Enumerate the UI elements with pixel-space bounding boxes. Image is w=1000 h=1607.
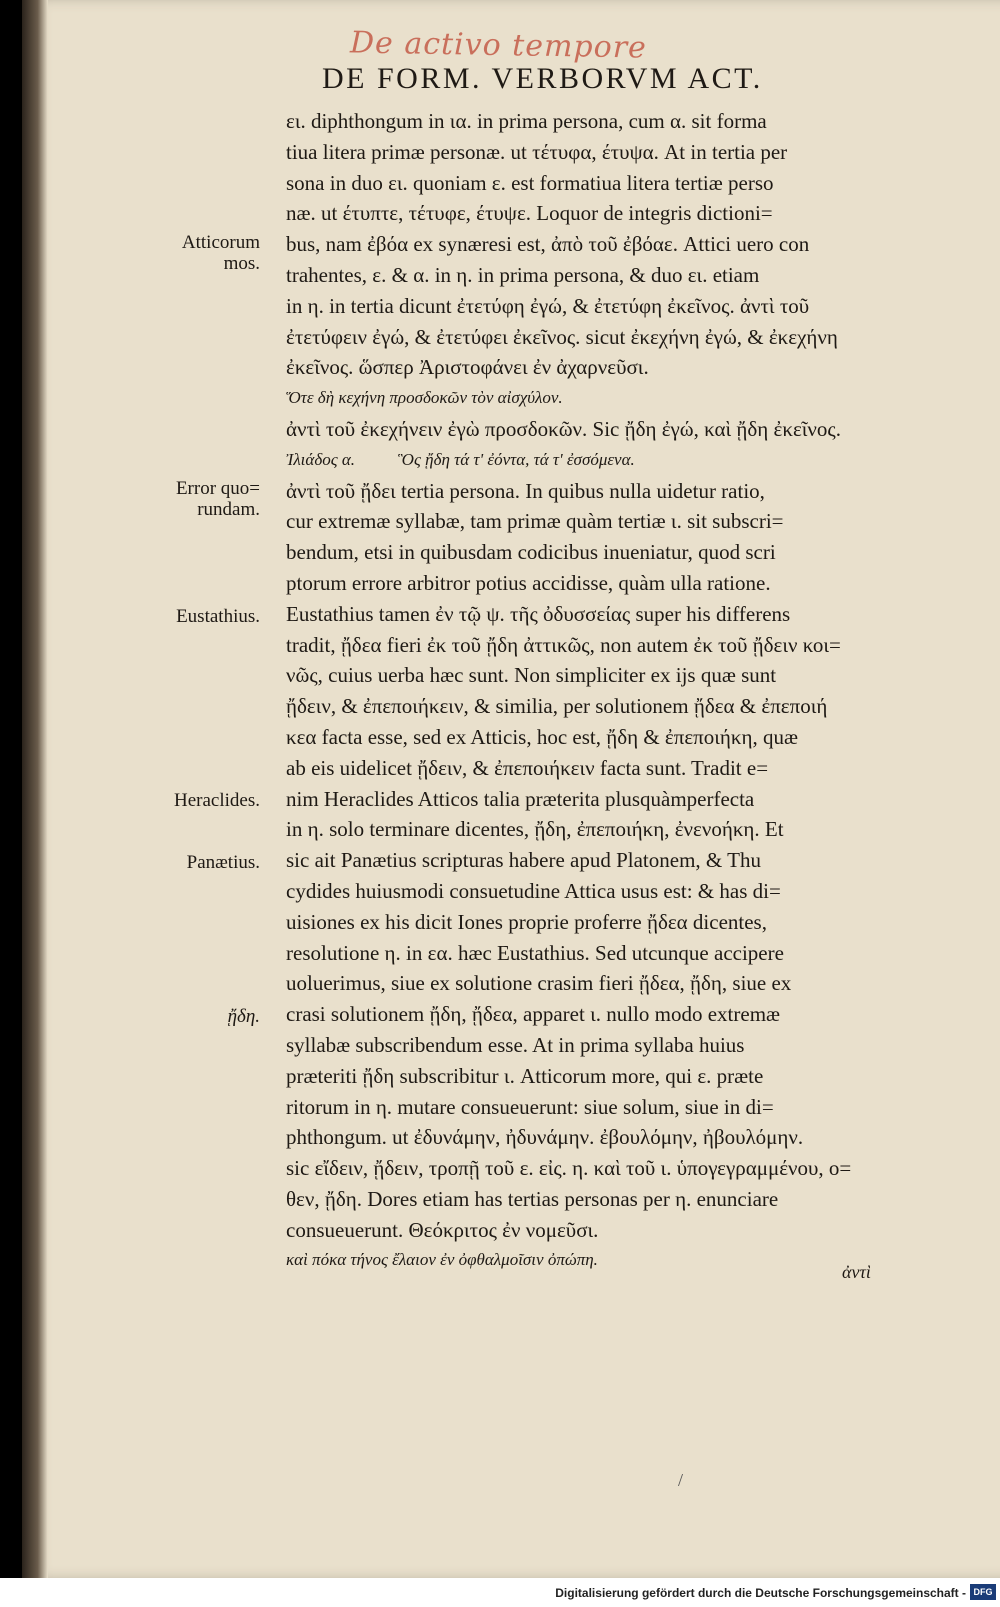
text-line: ab eis uidelicet ᾔδειν, & ἐπεποιήκειν facta sunt. Tradit e= bbox=[286, 755, 769, 780]
text-line: ἀντὶ τοῦ ἐκεχήνειν ἐγὼ προσδοκῶν. Sic ᾔδη ἐγώ, καὶ ᾔδη ἐκεῖνος. bbox=[286, 416, 841, 441]
text-line: cydides huiusmodi consuetudine Attica usus est: & has di= bbox=[286, 878, 781, 903]
text-line: ἀντὶ τοῦ ᾔδει tertia persona. In quibus nulla uidetur ratio, bbox=[286, 478, 765, 503]
text-line: sic ait Panætius scripturas habere apud Platonem, & Thu bbox=[286, 848, 761, 873]
page-gutter bbox=[22, 0, 48, 1578]
text-line: tiua litera primæ personæ. ut τέτυφα, έτυψα. At in tertia per bbox=[286, 139, 788, 164]
text-line-quotation: Ἰλιάδος α. Ὃς ᾔδη τά τ' ἐόντα, τά τ' ἐσσόμενα. bbox=[286, 449, 635, 469]
text-line: nim Heraclides Atticos talia præterita plusquàmperfecta bbox=[286, 786, 755, 811]
text-line: sona in duo ει. quoniam ε. est formatiua litera tertiæ perso bbox=[286, 170, 774, 195]
text-line: syllabæ subscribendum esse. At in prima syllaba huius bbox=[286, 1032, 745, 1057]
text-line: consueuerunt. Θεόκριτος ἐν νομεῦσι. bbox=[286, 1217, 599, 1242]
text-line: crasi solutionem ᾔδη, ᾔδεα, apparet ι. nullo modo extremæ bbox=[286, 1002, 781, 1027]
catchword: ἀντὶ bbox=[842, 1262, 871, 1282]
text-line: ᾔδειν, & ἐπεποιήκειν, & similia, per solutionem ᾔδεα & ἐπεποιή bbox=[286, 694, 828, 719]
text-line: θεν, ᾔδη. Dores etiam has tertias personas per η. enunciare bbox=[286, 1186, 779, 1211]
text-line: uoluerimus, siue ex solutione crasim fieri ᾔδεα, ᾔδη, siue ex bbox=[286, 971, 792, 996]
running-head: DE FORM. VERBORVM ACT. bbox=[322, 62, 763, 95]
text-line: bus, nam ἐβόα ex synæresi est, ἀπὸ τοῦ ἐβόαε. Attici uero con bbox=[286, 232, 810, 257]
margin-note-atticorum: Atticorum mos. bbox=[181, 232, 260, 274]
text-line: resolutione η. in εα. hæc Eustathius. Sed utcunque accipere bbox=[286, 940, 784, 965]
stray-mark: / bbox=[678, 1470, 684, 1490]
margin-note-ede: ᾔδη. bbox=[227, 1006, 260, 1027]
text-line: bendum, etsi in quibusdam codicibus inueniatur, quod scri bbox=[286, 540, 776, 565]
text-line: in η. solo terminare dicentes, ᾔδη, ἐπεποιήκη, ἐνενοήκη. Et bbox=[286, 817, 784, 842]
footer-credit: Digitalisierung gefördert durch die Deutsche Forschungsgemeinschaft - bbox=[555, 1586, 966, 1600]
text-line: ἐκεῖνος. ὥσπερ Ἀριστοφάνει ἐν ἀχαρνεῦσι. bbox=[286, 355, 649, 380]
text-line: phthongum. ut ἐδυνάμην, ἠδυνάμην. ἐβουλόμην, ἠβουλόμην. bbox=[286, 1125, 804, 1150]
text-line: næ. ut έτυπτε, τέτυφε, έτυψε. Loquor de integris dictioni= bbox=[286, 201, 773, 226]
text-line: ritorum in η. mutare consueuerunt: siue solum, siue in di= bbox=[286, 1094, 774, 1119]
text-line: κεα facta esse, sed ex Atticis, hoc est, ᾔδη & ἐπεποιήκη, quæ bbox=[286, 724, 798, 749]
text-line: ει. diphthongum in ια. in prima persona, cum α. sit forma bbox=[286, 109, 767, 133]
text-line: uisiones ex his dicit Iones proprie proferre ᾔδεα dicentes, bbox=[286, 909, 767, 934]
text-line: in η. in tertia dicunt ἐτετύφη ἐγώ, & ἐτετύφη ἐκεῖνος. ἀντὶ τοῦ bbox=[286, 293, 810, 318]
text-line: ptorum errore arbitror potius accidisse, quàm ulla ratione. bbox=[286, 570, 771, 595]
text-line: trahentes, ε. & α. in η. in prima persona, & duo ει. etiam bbox=[286, 262, 760, 287]
text-line: sic εἴδειν, ᾔδειν, τροπῇ τοῦ ε. εἰς. η. καὶ τοῦ ι. ὑπογεγραμμένου, ο= bbox=[286, 1156, 852, 1181]
text-line: ἐτετύφειν ἐγώ, & ἐτετύφει ἐκεῖνος. sicut ἐκεχήνη ἐγώ, & ἐκεχήνη bbox=[286, 324, 838, 349]
text-line-quotation: καὶ πόκα τήνος ἔλαιον ἐν ὀφθαλμοῖσιν ὀπώπη. bbox=[286, 1250, 598, 1270]
text-line-quotation: Ὅτε δὴ κεχήνη προσδοκῶν τὸν αἰσχύλον. bbox=[286, 388, 563, 408]
margin-note-eustathius: Eustathius. bbox=[176, 606, 260, 627]
handwritten-annotation: De activo tempore bbox=[349, 25, 648, 66]
text-line: Eustathius tamen ἐν τῷ ψ. τῆς ὀδυσσείας super his differens bbox=[286, 601, 791, 626]
text-line: νῶς, cuius uerba hæc sunt. Non simpliciter ex ijs quæ sunt bbox=[286, 663, 777, 688]
margin-note-error: Error quo= rundam. bbox=[175, 478, 260, 520]
margin-note-panaetius: Panætius. bbox=[186, 852, 260, 873]
body-text bbox=[286, 106, 924, 1276]
text-line: præteriti ᾔδη subscribitur ι. Atticorum more, qui ε. præte bbox=[286, 1063, 764, 1088]
margin-note-heraclides: Heraclides. bbox=[174, 790, 260, 811]
dfg-logo-icon: DFG bbox=[970, 1584, 996, 1600]
text-line: tradit, ᾔδεα fieri ἐκ τοῦ ᾔδη ἀττικῶς, non autem ἐκ τοῦ ᾔδειν κοι= bbox=[286, 632, 841, 657]
text-line: cur extremæ syllabæ, tam primæ quàm tertiæ ι. sit subscri= bbox=[286, 509, 784, 534]
